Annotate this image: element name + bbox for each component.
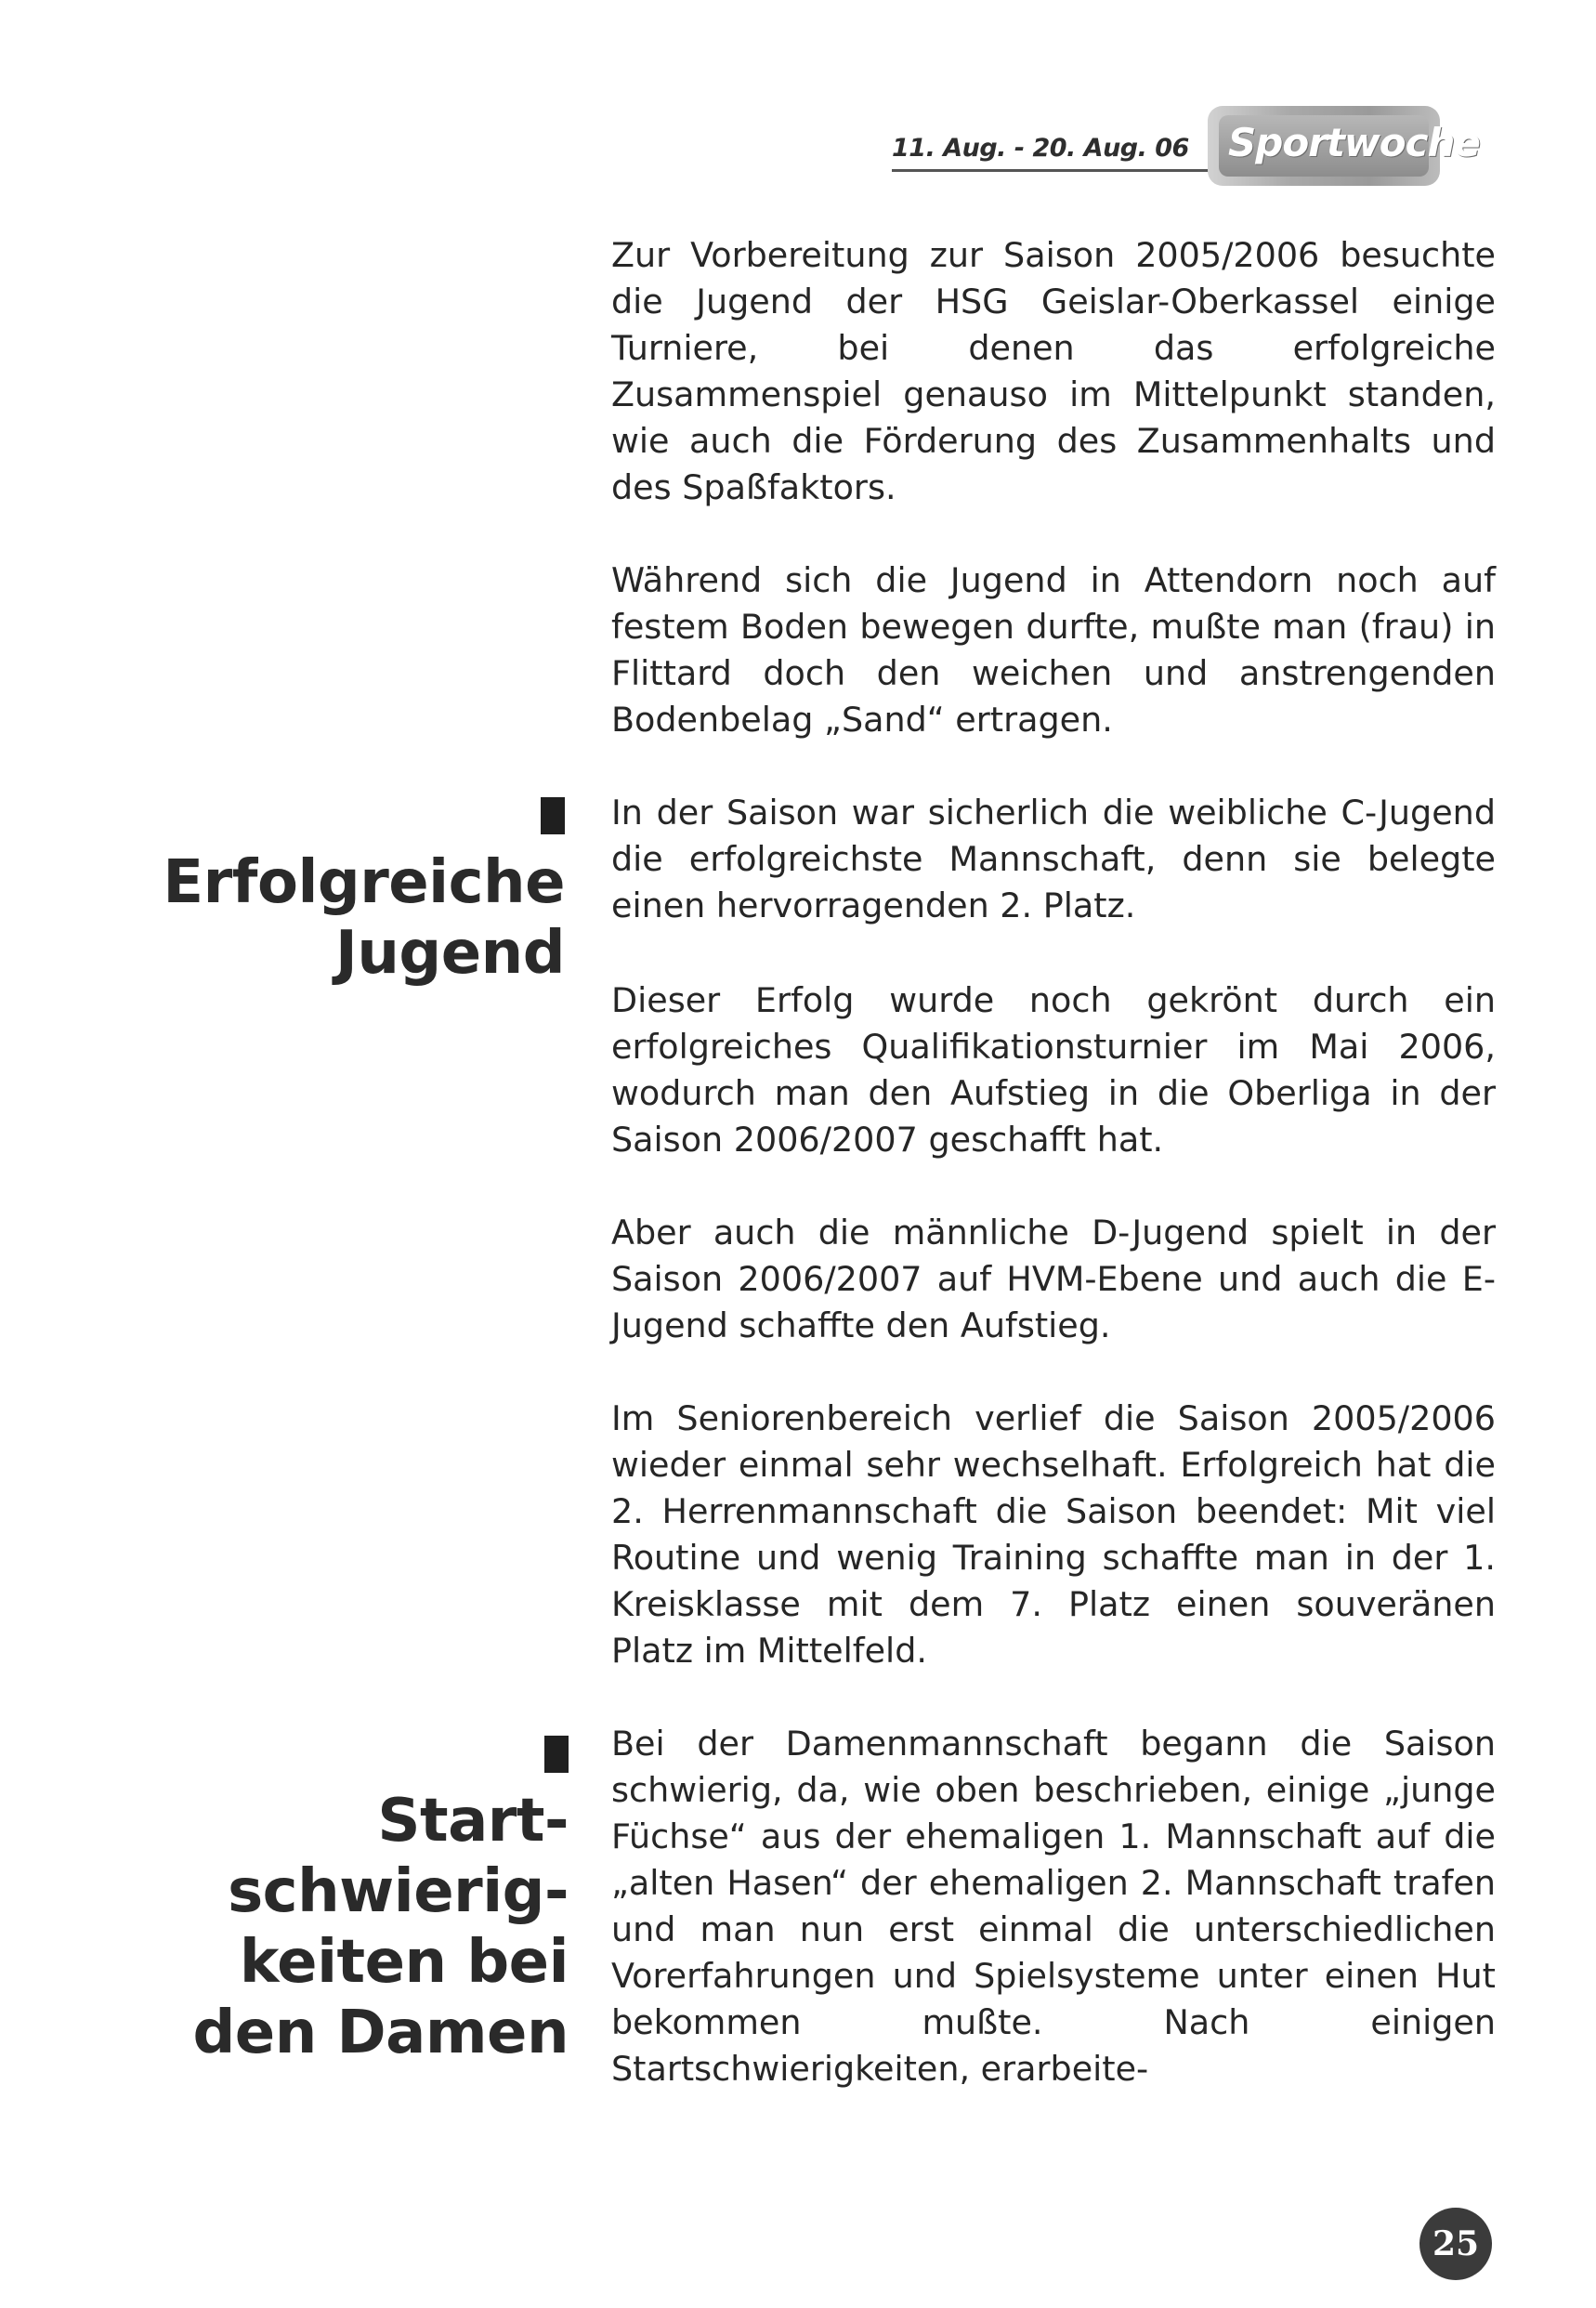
heading-square-marker	[544, 1736, 569, 1773]
header-badge	[1208, 106, 1480, 186]
paragraph: Bei der Damenmannschaft begann die Saison schwierig, da, wie oben beschrieben, einige „junge Füchse“ aus der ehemaligen 1. Mannschaft auf die „alten Hasen“ der ehemaligen 2. Mannschaft trafen und man nun erst einmal die unterschiedlichen Vorerfahrungen und Spielsysteme unter einen Hut bekommen mußte. Nach einigen Startschwierigkeiten, erarbeite-	[611, 1724, 1496, 2089]
section-heading-damen	[139, 1736, 569, 2068]
paragraph: In der Saison war sicherlich die weibliche C-Jugend die erfolgreichste Mannschaft, denn sie belegte einen hervorragenden 2. Platz.	[611, 793, 1496, 925]
page-number-badge	[1419, 2208, 1492, 2280]
heading-square-marker	[541, 797, 565, 834]
paragraph: Zur Vorbereitung zur Saison 2005/2006 besuchte die Jugend der HSG Geislar-Oberkassel einige Turniere, bei denen das erfolgreiche Zusammenspiel genauso im Mittelpunkt standen, wie auch die Förderung des Zusammenhalts und des Spaßfaktors.	[611, 235, 1496, 507]
section-heading-jugend	[139, 797, 565, 989]
paragraph: Aber auch die männliche D-Jugend spielt in der Saison 2006/2007 auf HVM-Ebene und auch die E-Jugend schaffte den Aufstieg.	[611, 1213, 1496, 1345]
page-header	[864, 98, 1496, 201]
heading-line: keiten bei	[239, 1928, 569, 1997]
page-number: 25	[1432, 2224, 1480, 2263]
paragraph: Im Seniorenbereich verlief die Saison 2005/2006 wieder einmal sehr wechselhaft. Erfolgreich hat die 2. Herrenmannschaft die Saison beendet: Mit viel Routine und wenig Training schaffte man in der 1. Kreisklasse mit dem 7. Platz einen souveränen Platz im Mittelfeld.	[611, 1398, 1496, 1671]
header-date-range: 11. Aug. - 20. Aug. 06	[892, 134, 1189, 163]
paragraph: Dieser Erfolg wurde noch gekrönt durch ein erfolgreiches Qualifikationsturnier im Mai 2006, wodurch man den Aufstieg in die Oberliga in der Saison 2006/2007 geschafft hat.	[611, 980, 1496, 1160]
heading-line: Start-	[377, 1787, 569, 1856]
heading-line: Erfolgreiche	[163, 848, 565, 917]
heading-line: den Damen	[192, 1999, 569, 2067]
header-badge-label: Sportwoche	[1228, 120, 1480, 165]
heading-line: schwierig-	[228, 1857, 569, 1926]
heading-line: Jugend	[335, 919, 565, 988]
paragraph: Während sich die Jugend in Attendorn noch auf festem Boden bewegen durfte, mußte man (frau) in Flittard doch den weichen und anstrengenden Bodenbelag „Sand“ ertragen.	[611, 560, 1496, 740]
